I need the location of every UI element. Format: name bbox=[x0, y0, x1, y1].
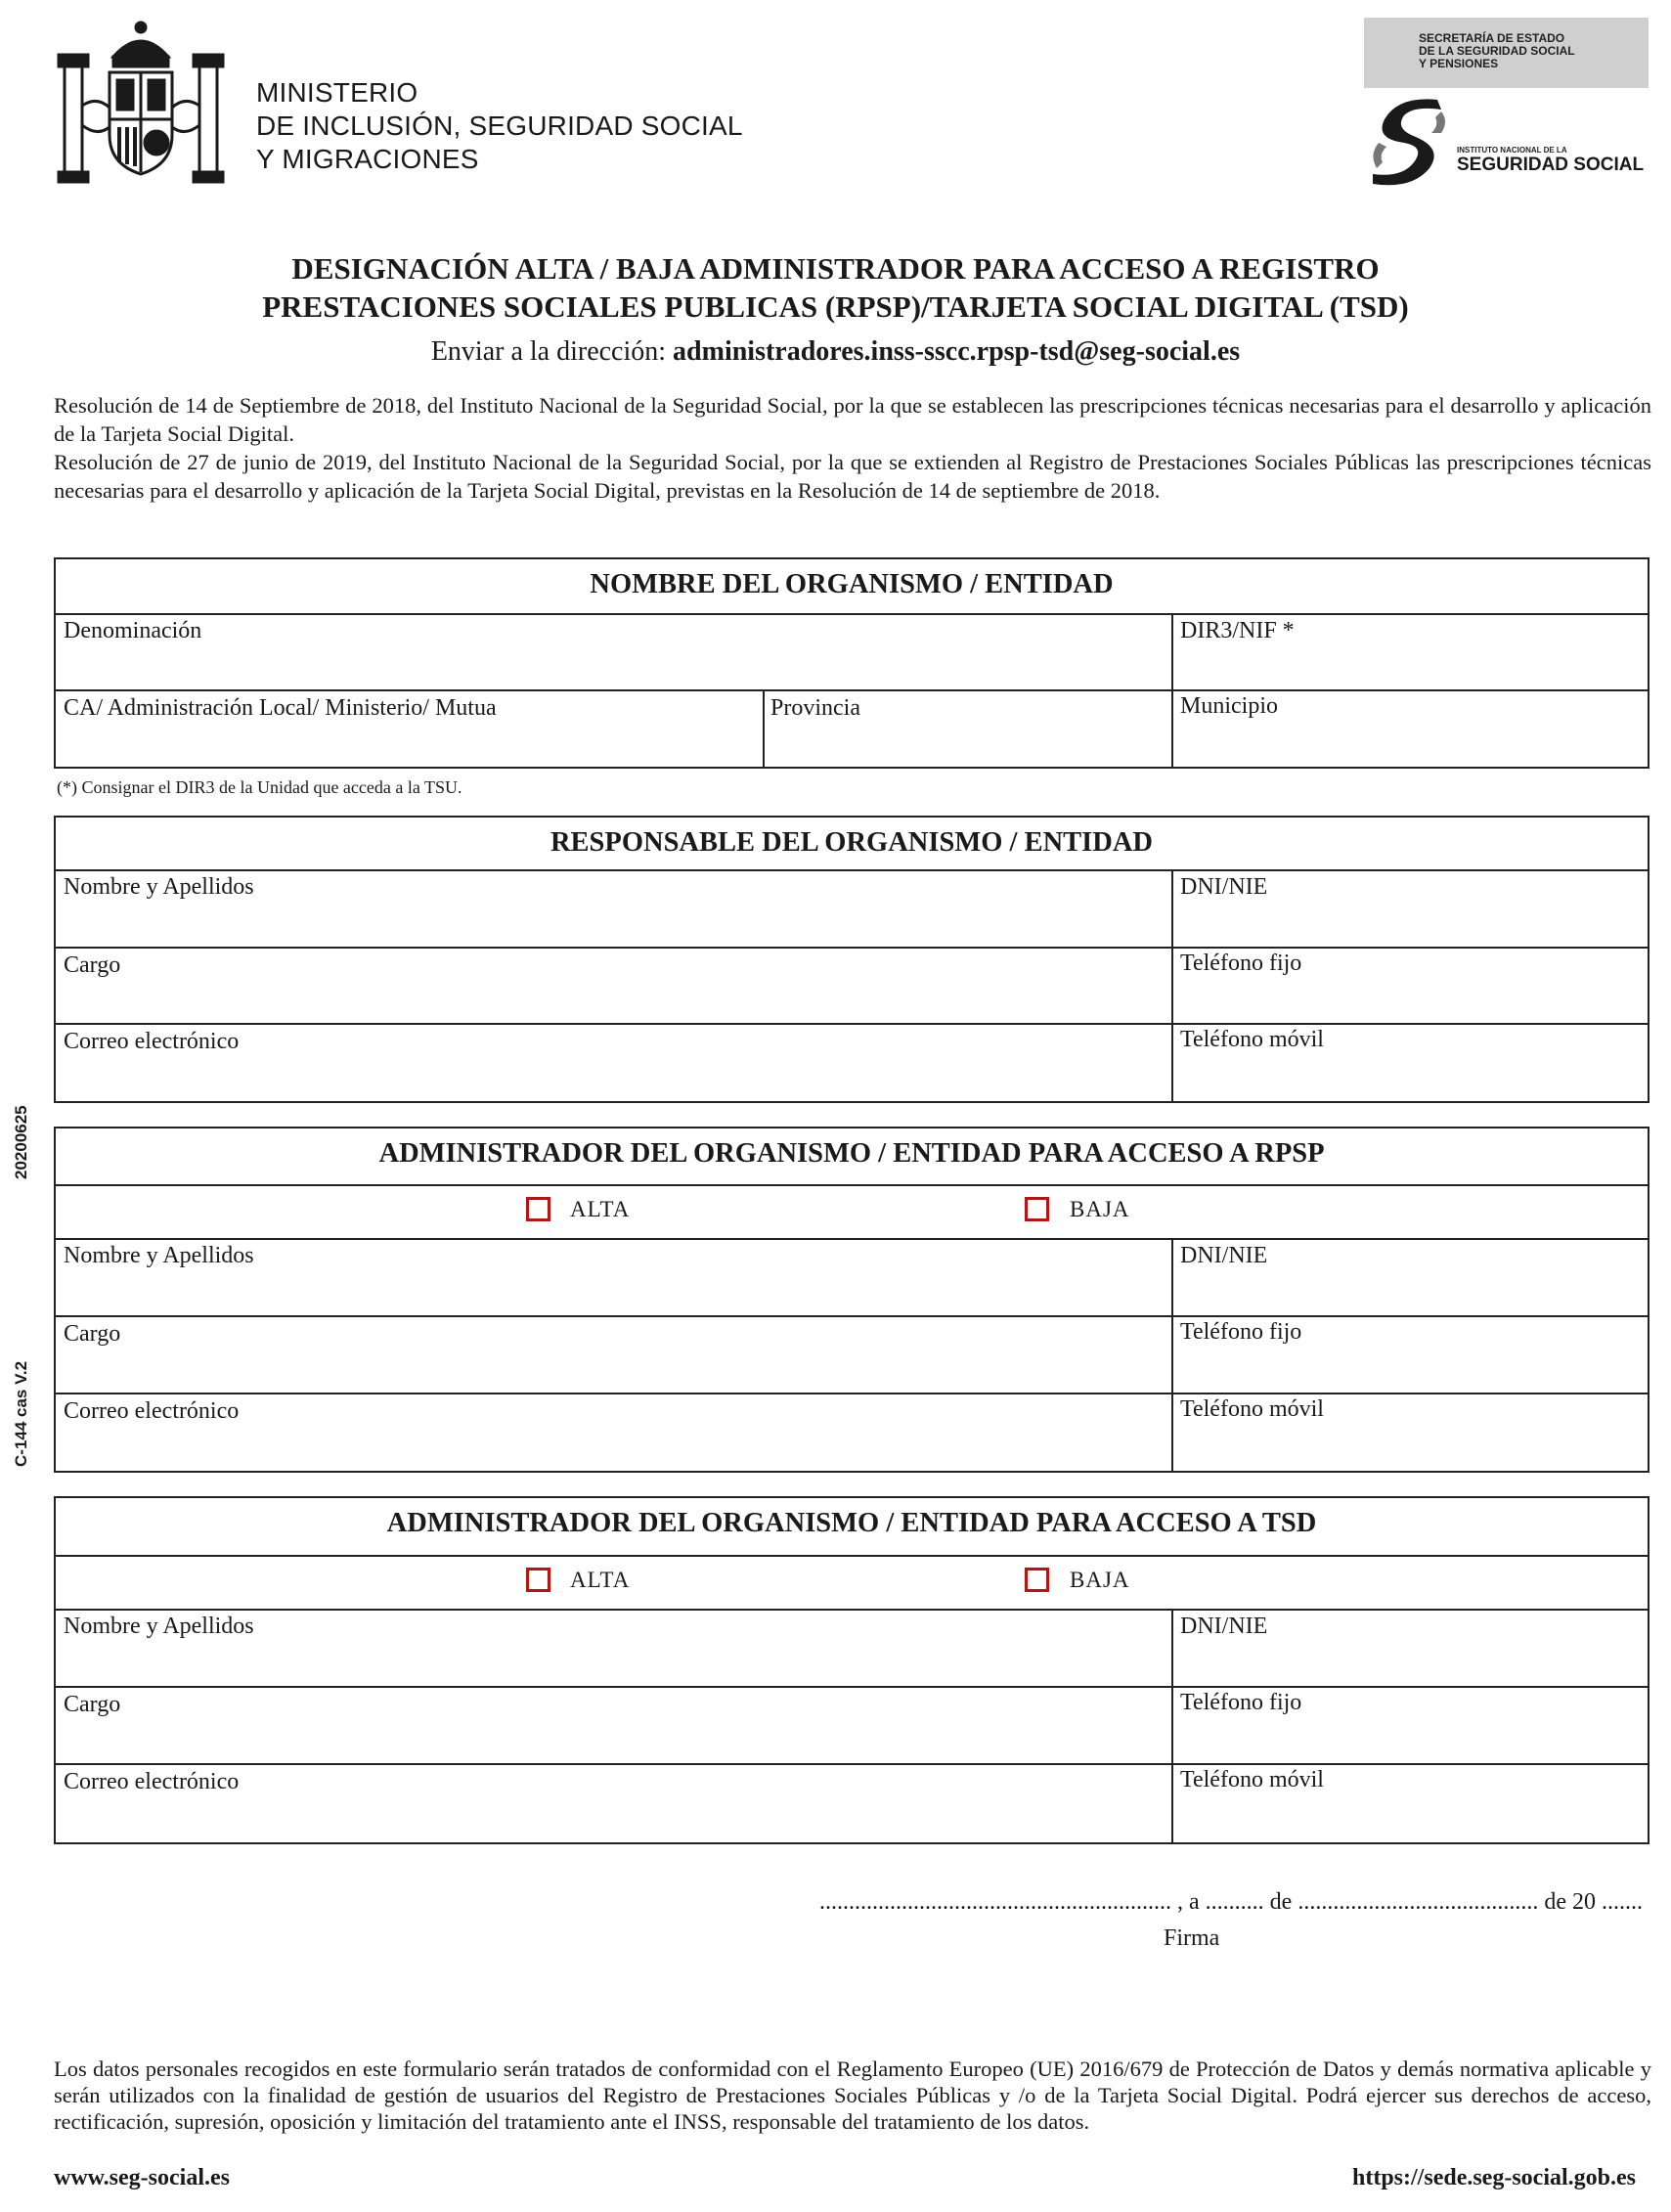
responsable-title: RESPONSABLE DEL ORGANISMO / ENTIDAD bbox=[550, 827, 1154, 858]
rpsp-cargo-field[interactable]: Cargo bbox=[64, 1321, 121, 1347]
sede-link[interactable]: https://sede.seg-social.gob.es bbox=[1352, 2165, 1636, 2190]
spain-coat-of-arms-logo bbox=[53, 18, 229, 186]
ca-administracion-field[interactable]: CA/ Administración Local/ Ministerio/ Mutua bbox=[64, 695, 497, 721]
rpsp-dni-field[interactable]: DNI/NIE bbox=[1180, 1243, 1268, 1268]
tsd-tel-fijo-field[interactable]: Teléfono fijo bbox=[1180, 1690, 1302, 1715]
responsable-dni-field[interactable]: DNI/NIE bbox=[1180, 874, 1268, 900]
ministry-line-3: Y MIGRACIONES bbox=[256, 144, 479, 174]
divider bbox=[56, 1023, 1648, 1025]
send-to-address bbox=[0, 336, 1671, 368]
divider bbox=[56, 1238, 1648, 1240]
tsd-baja-checkbox[interactable] bbox=[1025, 1568, 1049, 1592]
secretaria-line-1: SECRETARÍA DE ESTADO bbox=[1419, 31, 1565, 45]
rpsp-nombre-field[interactable]: Nombre y Apellidos bbox=[64, 1243, 254, 1268]
divider bbox=[56, 1609, 1648, 1611]
responsable-correo-field[interactable]: Correo electrónico bbox=[64, 1029, 240, 1054]
denominacion-field[interactable]: Denominación bbox=[64, 618, 202, 643]
side-form-code: C-144 cas V.2 bbox=[12, 1360, 30, 1467]
organismo-title: NOMBRE DEL ORGANISMO / ENTIDAD bbox=[590, 569, 1114, 599]
resolution-1: Resolución de 14 de Septiembre de 2018, del Instituto Nacional de la Seguridad Social, por la que se establecen las prescripciones técnicas necesarias para el desarrollo y aplicación de la Tarjeta Social Digital. bbox=[54, 393, 1651, 446]
send-email[interactable]: administradores.inss-sscc.rpsp-tsd@seg-social.es bbox=[673, 336, 1241, 367]
seguridad-social-logo bbox=[1369, 94, 1449, 188]
responsable-section bbox=[54, 816, 1649, 1103]
divider bbox=[1171, 1609, 1173, 1844]
form-title-line-2: PRESTACIONES SOCIALES PUBLICAS (RPSP)/TARJETA SOCIAL DIGITAL (TSD) bbox=[262, 289, 1409, 324]
tsd-nombre-field[interactable]: Nombre y Apellidos bbox=[64, 1614, 254, 1639]
seg-social-link[interactable]: www.seg-social.es bbox=[54, 2165, 230, 2190]
divider bbox=[1171, 1238, 1173, 1473]
divider bbox=[56, 1763, 1648, 1765]
place-date-line[interactable]: ............................................................ , a .......... de ......................................... de 20 ....... bbox=[819, 1889, 1643, 1915]
organismo-section bbox=[54, 557, 1649, 769]
inss-small-label: INSTITUTO NACIONAL DE LA bbox=[1457, 146, 1567, 155]
dir3-footnote: (*) Consignar el DIR3 de la Unidad que acceda a la TSU. bbox=[57, 777, 462, 797]
rpsp-baja-checkbox[interactable] bbox=[1025, 1197, 1049, 1221]
responsable-cargo-field[interactable]: Cargo bbox=[64, 952, 121, 978]
form-title-line-1: DESIGNACIÓN ALTA / BAJA ADMINISTRADOR PARA ACCESO A REGISTRO bbox=[291, 251, 1380, 286]
divider bbox=[1171, 613, 1173, 769]
provincia-field[interactable]: Provincia bbox=[770, 695, 860, 721]
tsd-baja-label: BAJA bbox=[1070, 1568, 1130, 1592]
divider bbox=[56, 947, 1648, 949]
admin-tsd-title: ADMINISTRADOR DEL ORGANISMO / ENTIDAD PARA ACCESO A TSD bbox=[386, 1508, 1317, 1538]
tsd-correo-field[interactable]: Correo electrónico bbox=[64, 1769, 240, 1794]
secretaria-line-3: Y PENSIONES bbox=[1419, 57, 1499, 70]
divider bbox=[56, 1393, 1648, 1394]
tsd-alta-label: ALTA bbox=[570, 1568, 631, 1592]
rpsp-alta-label: ALTA bbox=[570, 1197, 631, 1221]
firma-label: Firma bbox=[1164, 1925, 1220, 1951]
admin-rpsp-title: ADMINISTRADOR DEL ORGANISMO / ENTIDAD PARA ACCESO A RPSP bbox=[378, 1138, 1325, 1169]
tsd-alta-checkbox[interactable] bbox=[526, 1568, 550, 1592]
divider bbox=[56, 1184, 1648, 1186]
responsable-tel-fijo-field[interactable]: Teléfono fijo bbox=[1180, 951, 1302, 976]
ministry-line-2: DE INCLUSIÓN, SEGURIDAD SOCIAL bbox=[256, 111, 743, 141]
responsable-nombre-field[interactable]: Nombre y Apellidos bbox=[64, 874, 254, 900]
privacy-notice: Los datos personales recogidos en este formulario serán tratados de conformidad con el Reglamento Europeo (UE) 2016/679 de Protección de Datos y demás normativa aplicable y serán utilizados con la finalidad de gestión de usuarios del Registro de Prestaciones Sociales Públicas y /o de la Tarjeta Social Digital. Podrá ejercer sus derechos de acceso, rectificación, supresión, oposición y limitación del tratamiento ante el INSS, responsable del tratamiento de los datos. bbox=[54, 2057, 1651, 2134]
resolution-2: Resolución de 27 de junio de 2019, del Instituto Nacional de la Seguridad Social, por la que se extienden al Registro de Prestaciones Sociales Públicas las prescripciones técnicas necesarias para el desarrollo y aplicación de la Tarjeta Social Digital, previstas en la Resolución de 14 de septiembre de 2018. bbox=[54, 450, 1651, 503]
rpsp-tel-movil-field[interactable]: Teléfono móvil bbox=[1180, 1396, 1324, 1422]
divider bbox=[56, 1686, 1648, 1688]
rpsp-alta-checkbox[interactable] bbox=[526, 1197, 550, 1221]
rpsp-baja-label: BAJA bbox=[1070, 1197, 1130, 1221]
admin-tsd-section bbox=[54, 1496, 1649, 1844]
tsd-cargo-field[interactable]: Cargo bbox=[64, 1692, 121, 1717]
divider bbox=[56, 613, 1648, 615]
divider bbox=[763, 689, 765, 769]
divider bbox=[56, 689, 1648, 691]
divider bbox=[56, 869, 1648, 871]
municipio-field[interactable]: Municipio bbox=[1180, 693, 1278, 719]
secretaria-box bbox=[1364, 18, 1649, 88]
dir3-nif-field[interactable]: DIR3/NIF * bbox=[1180, 618, 1295, 643]
ministry-line-1: MINISTERIO bbox=[256, 77, 418, 108]
send-label: Enviar a la dirección: bbox=[430, 336, 667, 367]
divider bbox=[56, 1315, 1648, 1317]
tsd-dni-field[interactable]: DNI/NIE bbox=[1180, 1614, 1268, 1639]
rpsp-tel-fijo-field[interactable]: Teléfono fijo bbox=[1180, 1319, 1302, 1345]
tsd-tel-movil-field[interactable]: Teléfono móvil bbox=[1180, 1767, 1324, 1792]
ministry-name bbox=[256, 76, 743, 176]
divider bbox=[1171, 869, 1173, 1103]
rpsp-correo-field[interactable]: Correo electrónico bbox=[64, 1398, 240, 1424]
admin-rpsp-section bbox=[54, 1127, 1649, 1473]
inss-big-label: SEGURIDAD SOCIAL bbox=[1457, 155, 1645, 175]
secretaria-line-2: DE LA SEGURIDAD SOCIAL bbox=[1419, 44, 1575, 58]
divider bbox=[56, 1555, 1648, 1557]
side-date-code: 20200625 bbox=[12, 1105, 30, 1179]
responsable-tel-movil-field[interactable]: Teléfono móvil bbox=[1180, 1027, 1324, 1052]
